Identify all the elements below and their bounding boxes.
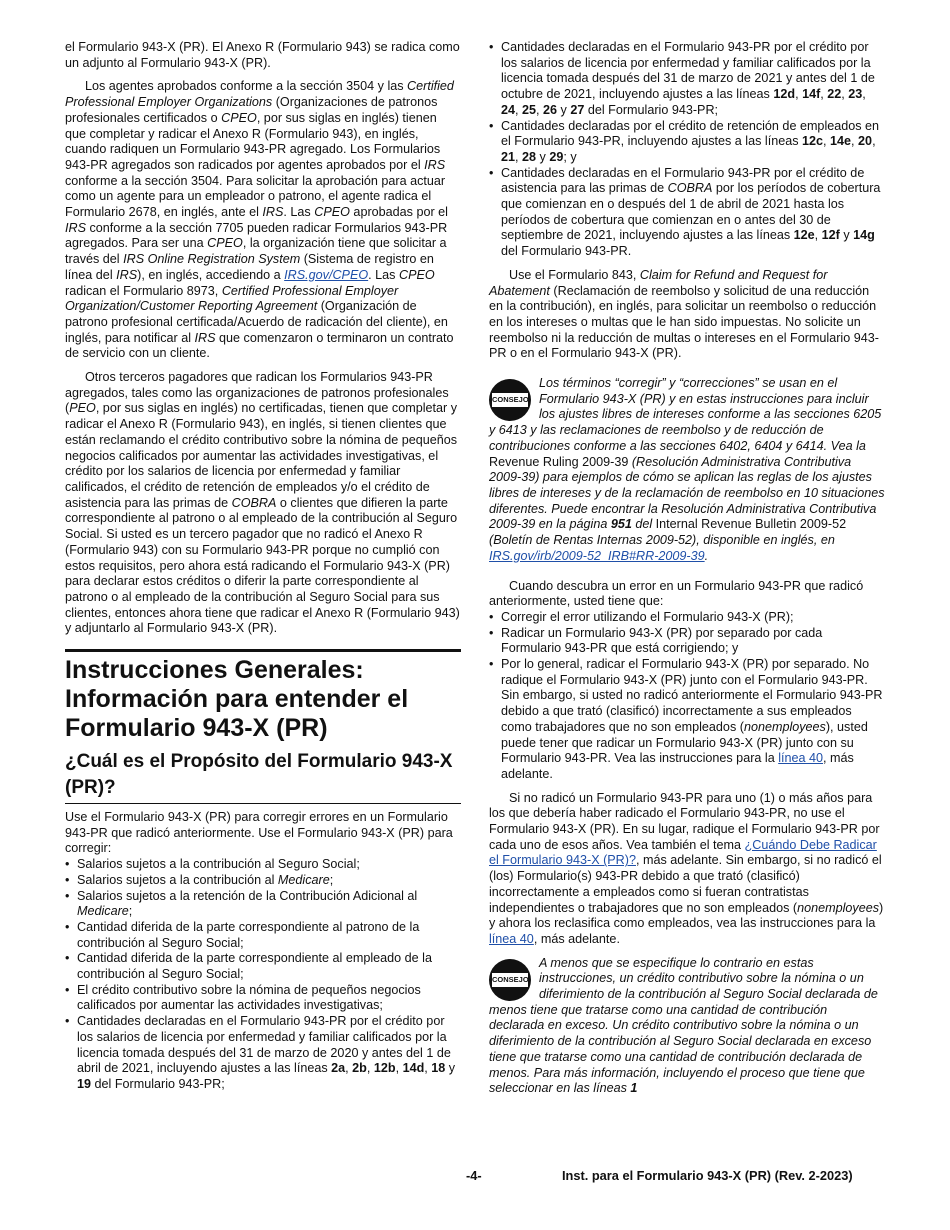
list-item: • Cantidades declaradas en el Formulario 943-PR por el crédito de asistencia para las primas de COBRA por los períodos de cobertura que comienzan en o después del 1 de abril de 2021 hasta los períodos de cobertura que comienzan en o antes del 30 de septiembre de 2021, incluyendo ajustes a las líneas 12e, 12f y 14g del Formulario 943-PR. — [489, 166, 885, 260]
paragraph-agents: Los agentes aprobados conforme a la sección 3504 y las Certified Professional Employer Organizations (Organizaciones de patronos profesionales certificados o CPEO, por sus siglas en inglés) tienen que completar y radicar el Anexo R (Formulario 943), en inglés, cuando radiquen un Formulario 943-PR agregado. Los Formularios 943-PR agregados son radicados por agentes aprobados por el IRS conforme a la sección 3504. Para solicitar la aprobación para actuar como un agente para un empleador o patrono, el agente radica el Formulario 2678, en inglés, ante el IRS. Las CPEO aprobadas por el IRS conforme a la sección 7705 pueden radicar Formularios 943-PR agregados. Para ser una CPEO, la organización tiene que solicitar a través del IRS Online Registration System (Sistema de registro en línea del IRS), en inglés, accediendo a IRS.gov/CPEO. Las CPEO radican el Formulario 8973, Certified Professional Employer Organization/Customer Reporting Agreement (Organización de patrono profesional certificada/Acuerdo de radicación del cliente), en inglés, para notificar al IRS que comenzaron o terminaron un contrato de servicio con un cliente. — [65, 79, 454, 361]
section-header — [65, 649, 461, 804]
list-item: • Cantidad diferida de la parte correspondiente al empleado de la contribución al Seguro Social; — [65, 951, 461, 982]
footer-title: Inst. para el Formulario 943-X (PR) (Rev. 2-2023) — [562, 1168, 853, 1183]
list-item: • Salarios sujetos a la retención de la Contribución Adicional al Medicare; — [65, 889, 461, 920]
line-40-link[interactable]: línea 40 — [778, 751, 824, 766]
right-column — [489, 40, 885, 1107]
paragraph-not-filed: Si no radicó un Formulario 943-PR para uno (1) o más años para los que debería haber radicado el Formulario 943-PR, no use el Formulario 943-X (PR). En su lugar, radique el Formulario 943-PR por cada uno de esos años. Vea también el tema ¿Cuándo Debe Radicar el Formulario 943-X (PR)?, más adelante. Sin embargo, si no radicó el (los) Formulario(s) 943-PR debido a que trató (clasificó) incorrectamente a empleados como si fueran contratistas independientes o trabajadores que no son empleados (nonemployees) y ahora los reclasifica como empleados, vea las instrucciones para la línea 40, más adelante. — [489, 790, 884, 946]
list-item: • Cantidades declaradas en el Formulario 943-PR por el crédito por los salarios de licencia por enfermedad y familiar calificados por la licencia tomada después del 31 de marzo de 2021 y antes del 1 de octubre de 2021, incluyendo ajustes a las líneas 12d, 14f, 22, 23, 24, 25, 26 y 27 del Formulario 943-PR; — [489, 40, 885, 119]
subsection-title: ¿Cuál es el Propósito del Formulario 943-X (PR)? — [65, 751, 453, 799]
section-title: Instrucciones Generales: Información para entender el Formulario 943-X (PR) — [65, 656, 409, 743]
consejo-icon: CONSEJO — [489, 379, 531, 421]
paragraph-purpose: Use el Formulario 943-X (PR) para corregir errores en un Formulario 943-PR que radicó anteriormente. Use el Formulario 943-X (PR) para corregir: — [65, 810, 453, 856]
tip-box: CONSEJO Los términos “corregir” y “correcciones” se usan en el Formulario 943-X (PR) y en estas instrucciones para incluir los ajustes libres de intereses conforme a las secciones 6205 y 6413 y las reclamaciones de reembolso y de reducción de contribuciones conforme a las secciones 6402, 6404 y 6414. Vea la Revenue Ruling 2009-39 (Resolución Administrativa Contributiva 2009-39) para ejemplos de cómo se aplican las reglas de los ajustes libres de intereses y de la reclamación de reembolso en 10 situaciones diferentes. Puede encontrar la Resolución Administrativa Contributiva 2009-39 en la página 951 del Internal Revenue Bulletin 2009-52 (Boletín de Rentas Internas 2009-52), disponible en inglés, en IRS.gov/irb/2009-52_IRB#RR-2009-39. — [489, 376, 885, 563]
list-item: • El crédito contributivo sobre la nómina de pequeños negocios calificados por aumentar las actividades investigativas; — [65, 983, 461, 1014]
paragraph: el Formulario 943-X (PR). El Anexo R (Formulario 943) se radica como un adjunto al Formulario 943-X (PR). — [65, 40, 460, 70]
list-item: • Corregir el error utilizando el Formulario 943-X (PR); — [489, 610, 885, 626]
consejo-icon: CONSEJO — [489, 959, 531, 1001]
divider — [65, 803, 461, 804]
list-item: • Salarios sujetos a la contribución al Medicare; — [65, 873, 461, 889]
list-item: • Cantidad diferida de la parte correspondiente al patrono de la contribución al Seguro Social; — [65, 920, 461, 951]
line-40-link[interactable]: línea 40 — [489, 931, 534, 946]
paragraph-form-843: Use el Formulario 843, Claim for Refund and Request for Abatement (Reclamación de reembolso y solicitud de una reducción en la contribución), en inglés, para solicitar un reembolso o reducción en los intereses o multas que le han sido impuestas. No solicite un reembolso ni la reducción de multas o intereses en el Formulario 943-PR o en el Formulario 943-X (PR). — [489, 267, 879, 361]
list-item: • Por lo general, radicar el Formulario 943-X (PR) por separado. No radique el Formulario 943-X (PR) junto con el Formulario 943-PR. Sin embargo, si usted no radicó anteriormente el Formulario 943-PR debido a que trató (clasificó) incorrectamente a sus empleados como trabajadores que no son empleados (nonemployees), usted puede tener que radicar un Formulario 943-X (PR) junto con su Formulario 943-PR. Vea las instrucciones para la línea 40, más adelante. — [489, 657, 885, 783]
irs-cpeo-link[interactable]: IRS.gov/CPEO — [284, 267, 369, 282]
list-item: • Radicar un Formulario 943-X (PR) por separado por cada Formulario 943-PR que está corrigiendo; y — [489, 626, 885, 657]
left-column — [65, 40, 461, 1093]
irb-link[interactable]: IRS.gov/irb/2009-52_IRB#RR-2009-39 — [489, 548, 705, 563]
paragraph-third-parties: Otros terceros pagadores que radican los Formularios 943-PR agregados, tales como las organizaciones de patronos profesionales (PEO, por sus siglas en inglés) no certificadas, tienen que completar y radicar el Anexo R (Formulario 943), en inglés, si tienen clientes que están reclamando el crédito contributivo sobre la nómina de pequeños negocios calificados por aumentar las actividades investigativas, el crédito por los salarios de licencia por enfermedad y familiar calificados, el crédito de retención de empleados y/o el crédito de asistencia para las primas de COBRA o clientes que difieren la parte correspondiente al patrono o al empleado de la contribución al Seguro Social. Si usted es un tercero pagador que no radicó el Anexo R (Formulario 943) con su Formulario 943-PR porque no cumplió con estos requisitos, pero ahora está radicando el Formulario 943-X (PR) para declarar estos créditos o diferir la parte correspondiente al patrono o al empleado de la contribución al Seguro Social para sus clientes, entonces ahora tiene que radicar el Anexo R (Formulario 943) y adjuntarlo al Formulario 943-X (PR). — [65, 370, 460, 636]
when-to-file-link[interactable]: ¿Cuándo Debe Radicar el Formulario 943-X (PR)? — [489, 837, 877, 868]
list-item: • Salarios sujetos a la contribución al Seguro Social; — [65, 857, 461, 873]
page-number: -4- — [466, 1168, 482, 1183]
list-item: • Cantidades declaradas en el Formulario 943-PR por el crédito por los salarios de licencia por enfermedad y familiar calificados por la licencia tomada después del 31 de marzo de 2020 y antes del 1 de abril de 2021, incluyendo ajustes a las líneas 2a, 2b, 12b, 14d, 18 y 19 del Formulario 943-PR; — [65, 1014, 461, 1093]
tip-box: CONSEJO A menos que se especifique lo contrario en estas instrucciones, un crédito contributivo sobre la nómina o un diferimiento de la contribución al Seguro Social declarada de menos tiene que tratarse como una cantidad de contribución declarada en exceso. Un crédito contributivo sobre la nómina o un diferimiento de la contribución al Seguro Social declarada en exceso tiene que tratarse como una cantidad de contribución declarada de menos. Para más información, incluyendo el proceso que tiene que seleccionar en las líneas 1 — [489, 955, 878, 1096]
paragraph-error: Cuando descubra un error en un Formulario 943-PR que radicó anteriormente, usted tiene que: — [489, 578, 864, 609]
list-item: • Cantidades declaradas por el crédito de retención de empleados en el Formulario 943-PR, incluyendo ajustes a las líneas 12c, 14e, 20, 21, 28 y 29; y — [489, 119, 885, 166]
